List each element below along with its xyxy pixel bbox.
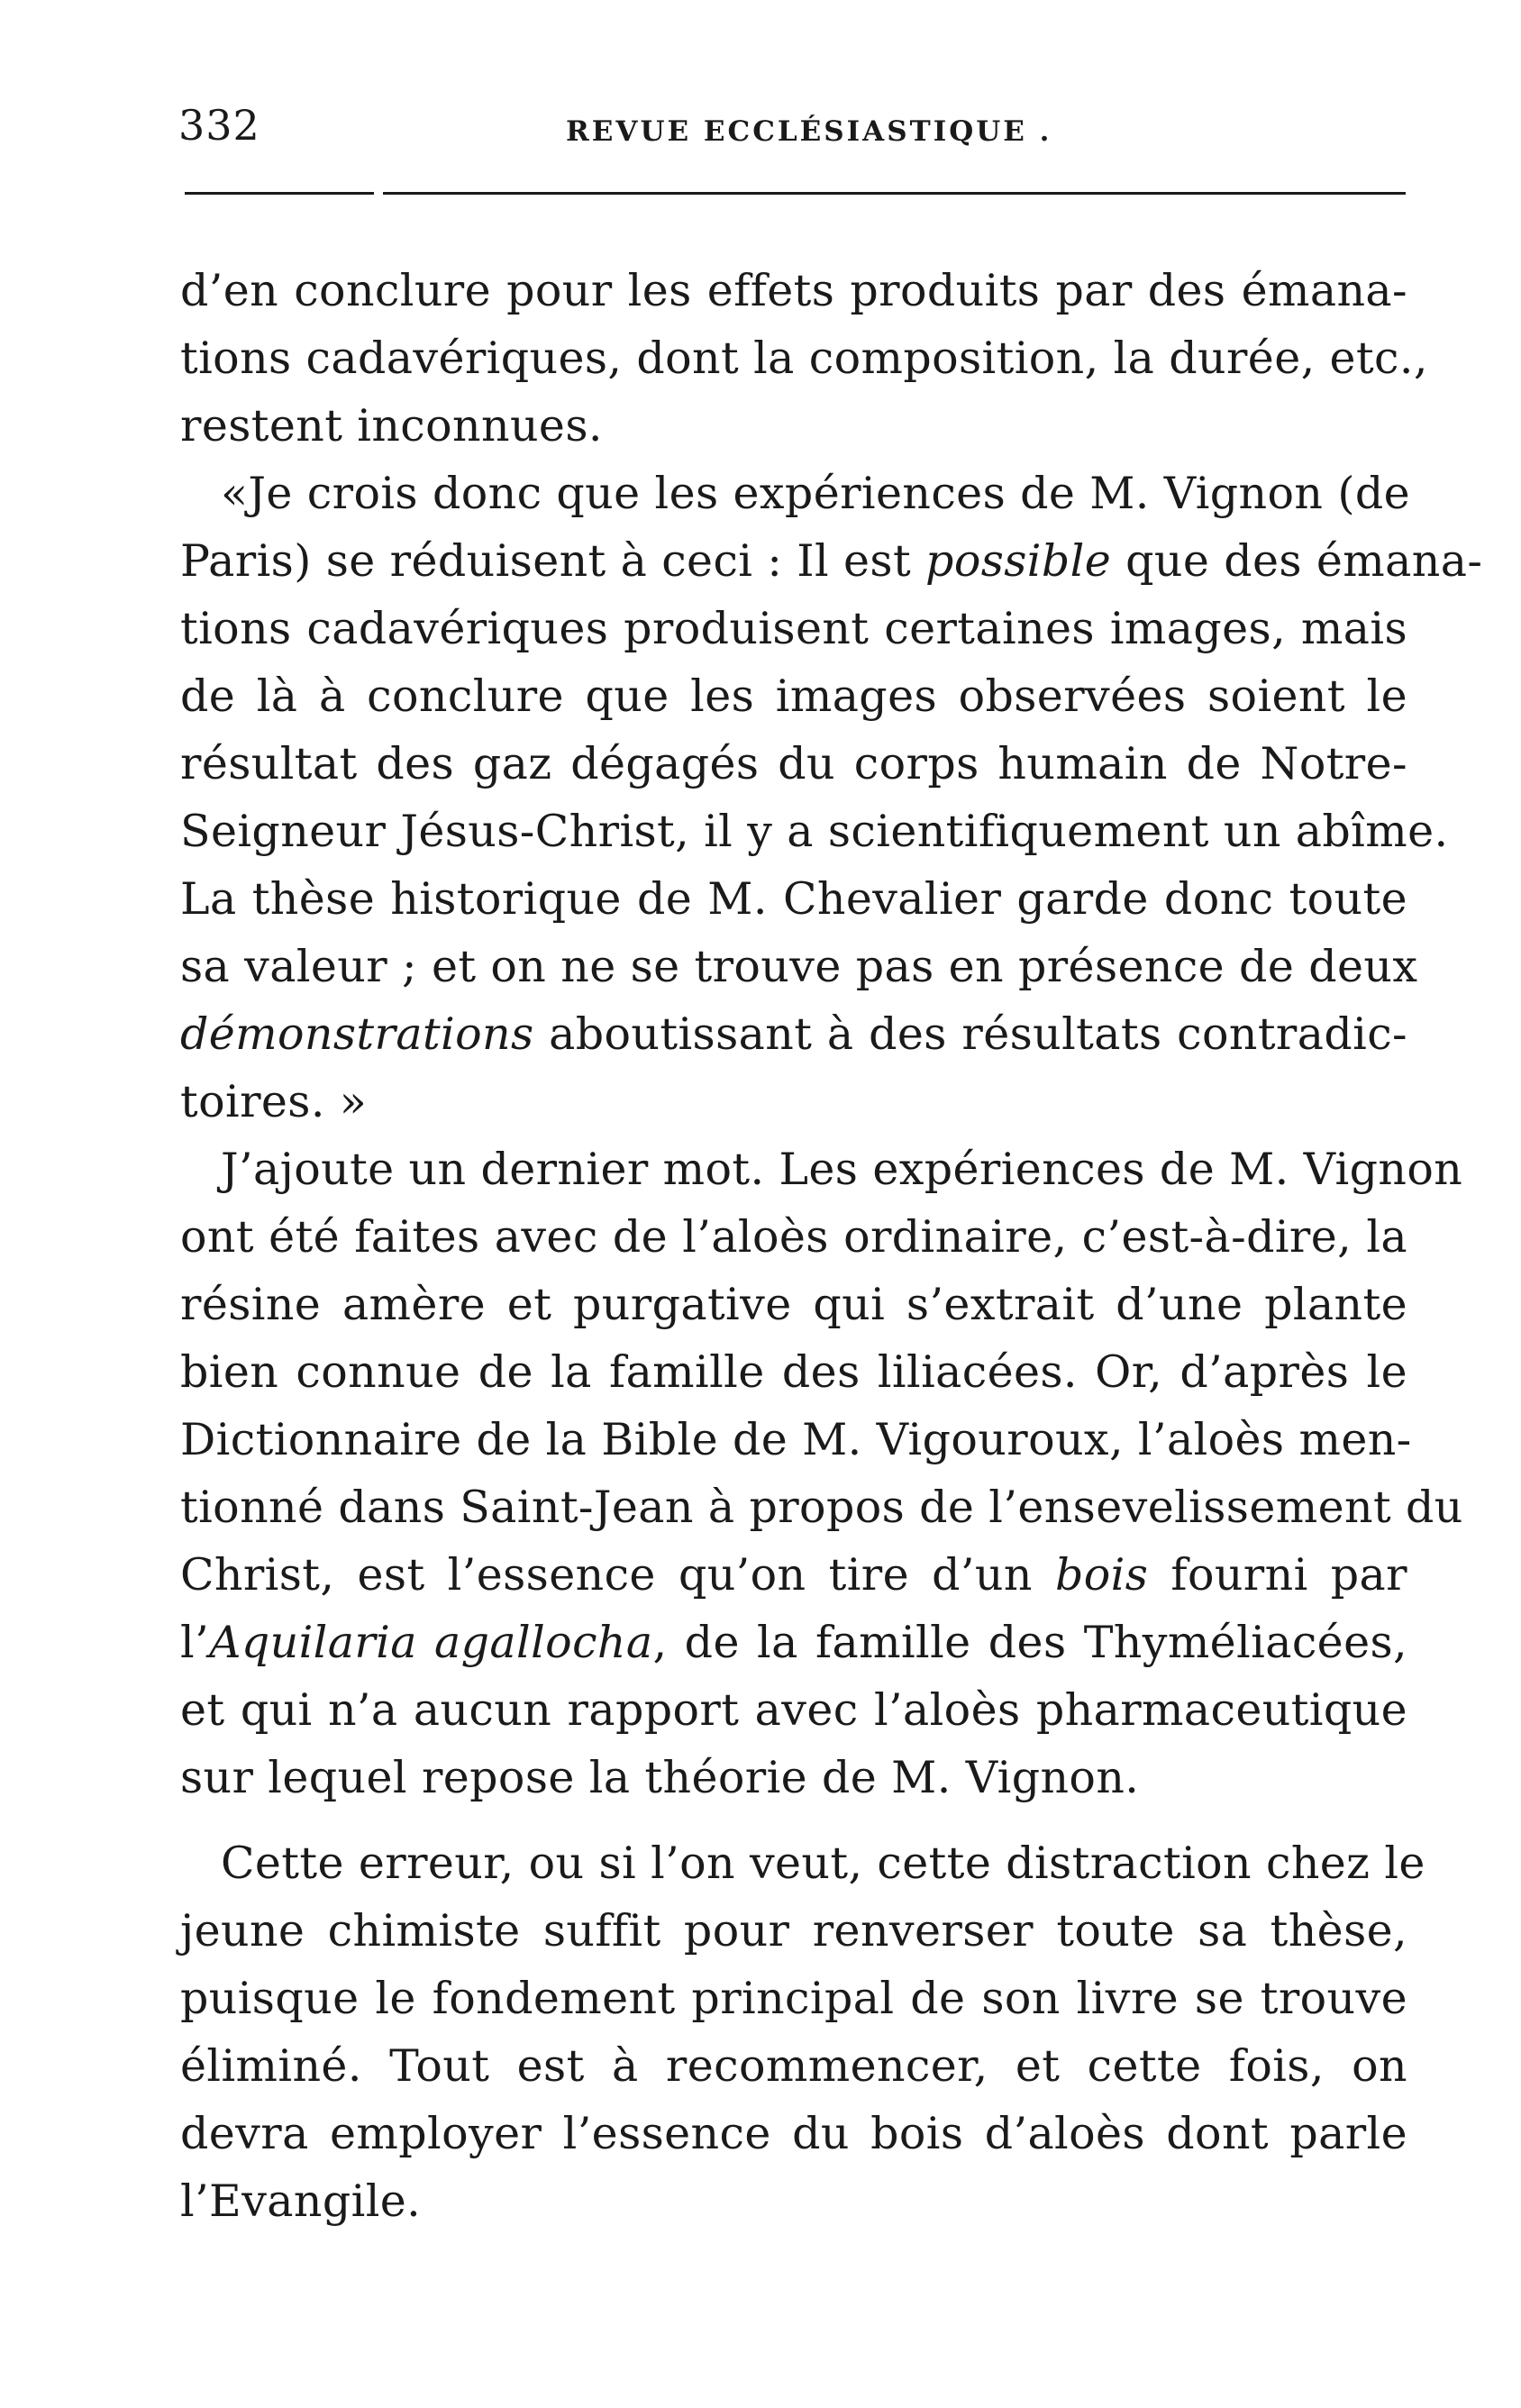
text-line: devra employer l’essence du bois d’aloès dont parle	[180, 2108, 1407, 2159]
text-line: l’Evangile.	[180, 2175, 422, 2227]
text-line: éliminé. Tout est à recommencer, et cette fois, on	[180, 2040, 1407, 2092]
text-line: Christ, est l’essence qu’on tire d’un bois fourni par	[180, 1549, 1407, 1601]
text-line: Dictionnaire de la Bible de M. Vigouroux, l’aloès men-	[180, 1414, 1412, 1465]
text-line: d’en conclure pour les effets produits par des émana-	[180, 265, 1407, 316]
text-line: résultat des gaz dégagés du corps humain de Notre-	[180, 738, 1407, 789]
header-rule-long	[383, 192, 1406, 195]
text-line: sur lequel repose la théorie de M. Vignon.	[180, 1752, 1140, 1803]
text-line: tions cadavériques, dont la composition, la durée, etc.,	[180, 333, 1428, 384]
text-line: ont été faites avec de l’aloès ordinaire, c’est-à-dire, la	[180, 1211, 1407, 1263]
text-line: Paris) se réduisent à ceci : Il est possible que des émana-	[180, 535, 1483, 587]
body-text	[180, 257, 1483, 2235]
header-rule-short	[185, 192, 374, 195]
text-line: toires. »	[180, 1076, 368, 1127]
text-line: résine amère et purgative qui s’extrait d’une plante	[180, 1279, 1407, 1330]
text-line: et qui n’a aucun rapport avec l’aloès pharmaceutique	[180, 1684, 1407, 1736]
text-line: «Je crois donc que les expériences de M. Vignon (de	[221, 468, 1411, 519]
text-line: puisque le fondement principal de son livre se trouve	[180, 1973, 1407, 2024]
text-line: démonstrations aboutissant à des résultats contradic-	[180, 1008, 1407, 1060]
text-line: Cette erreur, ou si l’on veut, cette distraction chez le	[221, 1838, 1425, 1889]
text-line: J’ajoute un dernier mot. Les expériences de M. Vignon	[221, 1144, 1463, 1195]
page-number: 332	[178, 101, 260, 150]
text-line: tions cadavériques produisent certaines images, mais	[180, 603, 1407, 654]
text-line: de là à conclure que les images observées soient le	[180, 670, 1407, 722]
text-line: sa valeur ; et on ne se trouve pas en présence de deux	[180, 941, 1418, 992]
page-header	[178, 101, 1404, 150]
text-line: tionné dans Saint-Jean à propos de l’ensevelissement du	[180, 1482, 1463, 1533]
running-title: REVUE ECCLÉSIASTIQUE .	[566, 115, 1052, 148]
text-line: l’Aquilaria agallocha, de la famille des Thyméliacées,	[180, 1617, 1407, 1668]
text-line: bien connue de la famille des liliacées. Or, d’après le	[180, 1346, 1407, 1398]
text-line: La thèse historique de M. Chevalier garde donc toute	[180, 873, 1407, 925]
text-line: restent inconnues.	[180, 400, 603, 452]
text-line: jeune chimiste suffit pour renverser toute sa thèse,	[180, 1905, 1407, 1957]
text-line: Seigneur Jésus-Christ, il y a scientifiquement un abîme.	[180, 806, 1449, 857]
